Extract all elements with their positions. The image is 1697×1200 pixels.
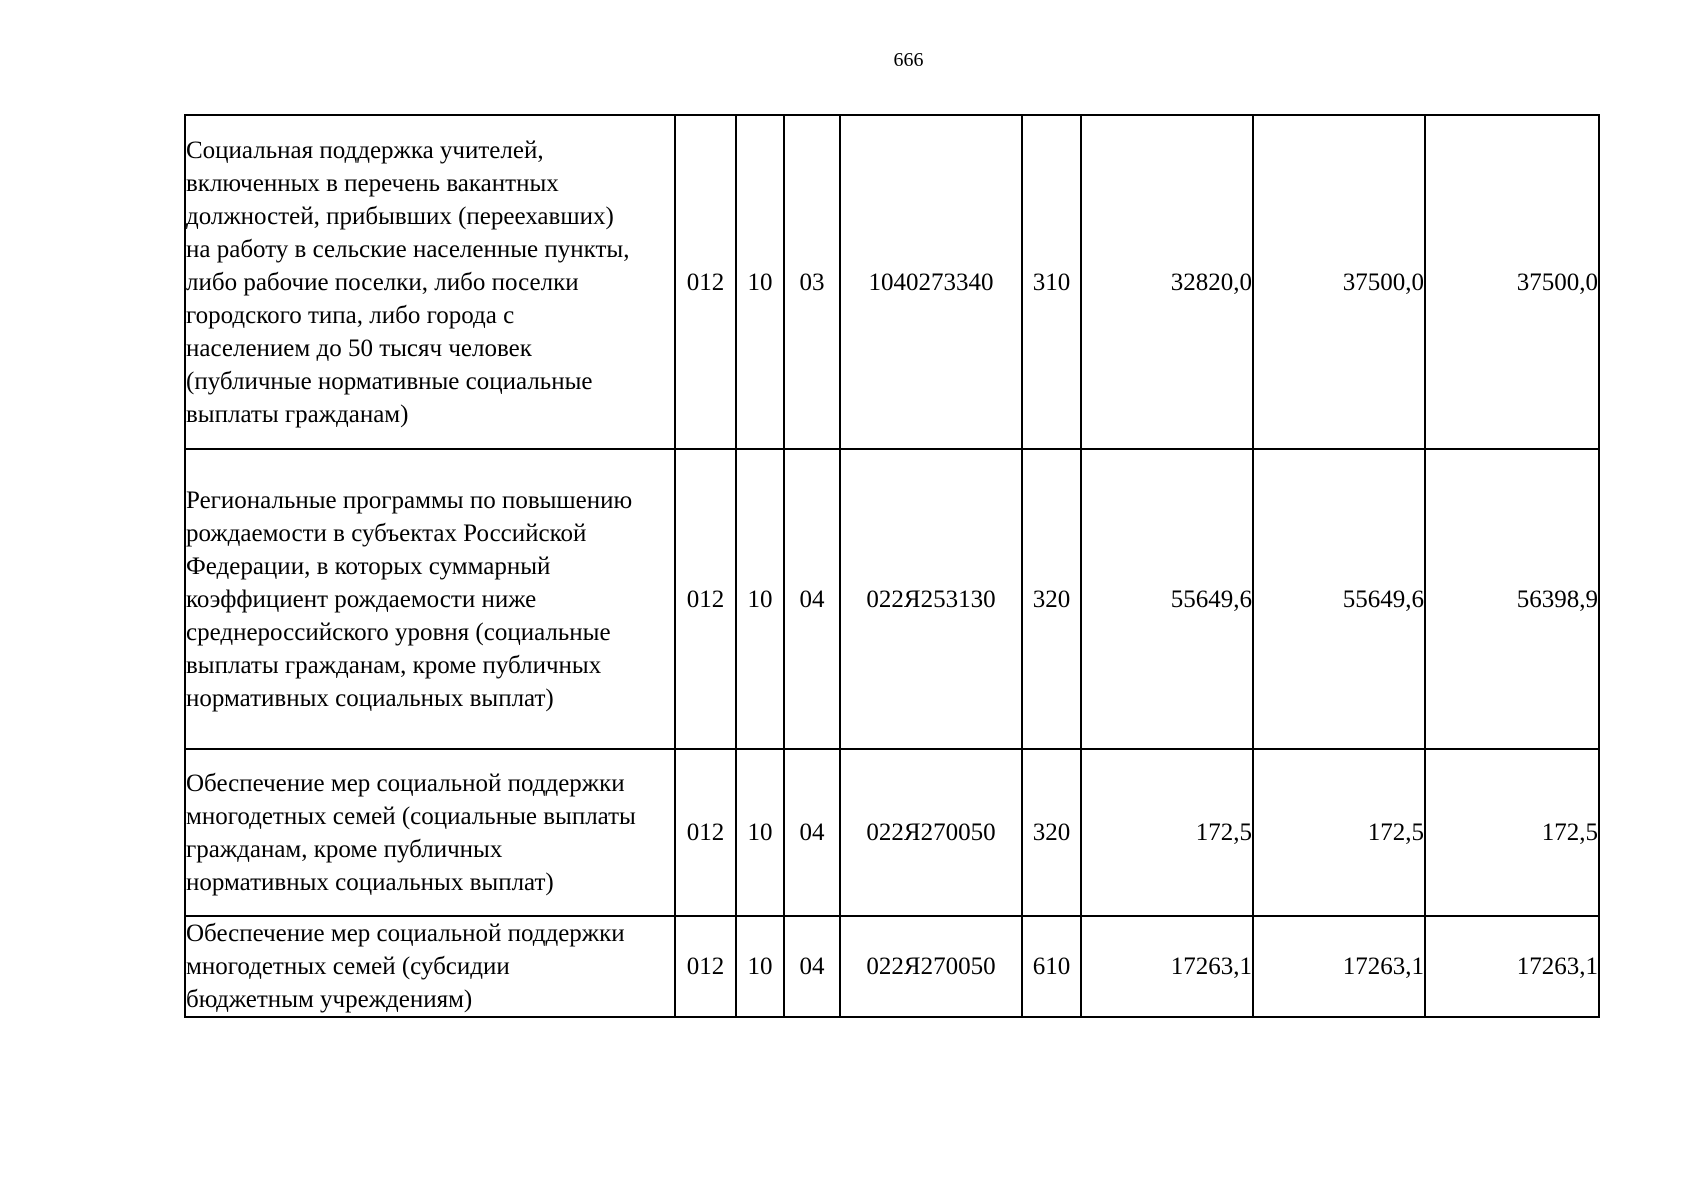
expense-name-cell: Региональные программы по повышению рождаемости в субъектах Российской Федерации, в которых суммарный коэффициент рождаемости ниже среднероссийского уровня (социальные выплаты гражданам, кроме публичных нормативных социальных выплат) [185,449,675,749]
subsection-code-cell: 04 [784,449,840,749]
section-code-cell: 10 [736,749,784,916]
ministry-code-cell: 012 [675,115,736,449]
amount-cell-2: 55649,6 [1253,449,1425,749]
amount-cell-2: 37500,0 [1253,115,1425,449]
section-code-cell: 10 [736,449,784,749]
amount-cell-3: 37500,0 [1425,115,1599,449]
expense-type-cell: 610 [1022,916,1081,1017]
ministry-code-cell: 012 [675,916,736,1017]
target-article-cell: 022Я253130 [840,449,1022,749]
ministry-code-cell: 012 [675,749,736,916]
subsection-code-cell: 03 [784,115,840,449]
section-code-cell: 10 [736,916,784,1017]
target-article-cell: 022Я270050 [840,749,1022,916]
target-article-cell: 1040273340 [840,115,1022,449]
table-row [185,449,1599,749]
table-row [185,115,1599,449]
section-code-cell: 10 [736,115,784,449]
page-number: 666 [893,49,924,71]
amount-cell-1: 17263,1 [1081,916,1253,1017]
table-row [185,749,1599,916]
amount-cell-3: 56398,9 [1425,449,1599,749]
budget-table [184,114,1600,1018]
amount-cell-1: 55649,6 [1081,449,1253,749]
expense-type-cell: 320 [1022,449,1081,749]
expense-type-cell: 320 [1022,749,1081,916]
table-row [185,916,1599,1017]
subsection-code-cell: 04 [784,916,840,1017]
subsection-code-cell: 04 [784,749,840,916]
expense-name-cell: Обеспечение мер социальной поддержки многодетных семей (социальные выплаты гражданам, кроме публичных нормативных социальных выплат) [185,749,675,916]
expense-type-cell: 310 [1022,115,1081,449]
amount-cell-2: 17263,1 [1253,916,1425,1017]
amount-cell-3: 172,5 [1425,749,1599,916]
amount-cell-2: 172,5 [1253,749,1425,916]
target-article-cell: 022Я270050 [840,916,1022,1017]
ministry-code-cell: 012 [675,449,736,749]
amount-cell-3: 17263,1 [1425,916,1599,1017]
amount-cell-1: 32820,0 [1081,115,1253,449]
expense-name-cell: Обеспечение мер социальной поддержки многодетных семей (субсидии бюджетным учреждениям) [185,916,675,1017]
expense-name-cell: Социальная поддержка учителей, включенных в перечень вакантных должностей, прибывших (переехавших) на работу в сельские населенные пункты, либо рабочие поселки, либо поселки городского типа, либо города с населением до 50 тысяч человек (публичные нормативные социальные выплаты гражданам) [185,115,675,449]
amount-cell-1: 172,5 [1081,749,1253,916]
